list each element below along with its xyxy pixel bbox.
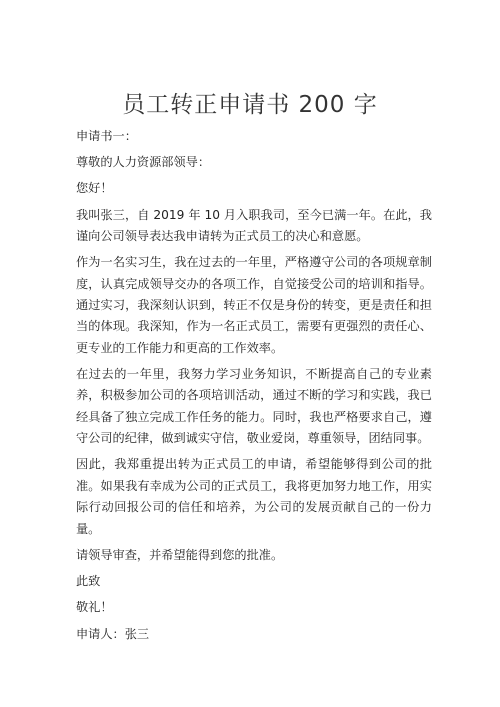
- paragraph-salutation: 尊敬的人力资源部领导：: [76, 155, 211, 170]
- paragraph-request: 因此，我郑重提出转为正式员工的申请，希望能够得到公司的批准。如果我有幸成为公司的正式员工，我将更加努力地工作，用实际行动回报公司的信任和培养，为公司的发展贡献自己的一份力量。: [76, 457, 432, 536]
- paragraph-greeting: 您好！: [76, 181, 113, 196]
- paragraph-heading: 申请书一：: [76, 129, 137, 143]
- paragraph-learning: 在过去的一年里，我努力学习业务知识，不断提高自己的专业素养，积极参加公司的各项培训活动，通过不断的学习和实践，我已经具备了独立完成工作任务的能力。同时，我也严格要求自己，遵守公司的纪律，做到诚实守信，敬业爱岗，尊重领导，团结同事。: [76, 367, 432, 446]
- paragraph-regards: 敬礼！: [76, 600, 113, 615]
- document-title: 员工转正申请书 200 字: [122, 92, 378, 118]
- paragraph-review: 请领导审查，并希望能得到您的批准。: [76, 547, 284, 562]
- paragraph-closing: 此致: [76, 574, 101, 589]
- paragraph-intro: 我叫张三，自 2019 年 10 月入职我司，至今已满一年。在此，我谨向公司领导表达我申请转为正式员工的决心和意愿。: [76, 207, 432, 244]
- paragraph-experience: 作为一名实习生，我在过去的一年里，严格遵守公司的各项规章制度，认真完成领导交办的各项工作，自觉接受公司的培训和指导。通过实习，我深刻认识到，转正不仅是身份的转变，更是责任和担当的体现。我深知，作为一名正式员工，需要有更强烈的责任心、更专业的工作能力和更高的工作效率。: [76, 255, 432, 355]
- document-body: [76, 126, 432, 650]
- paragraph-signature: 申请人：张三: [76, 626, 150, 641]
